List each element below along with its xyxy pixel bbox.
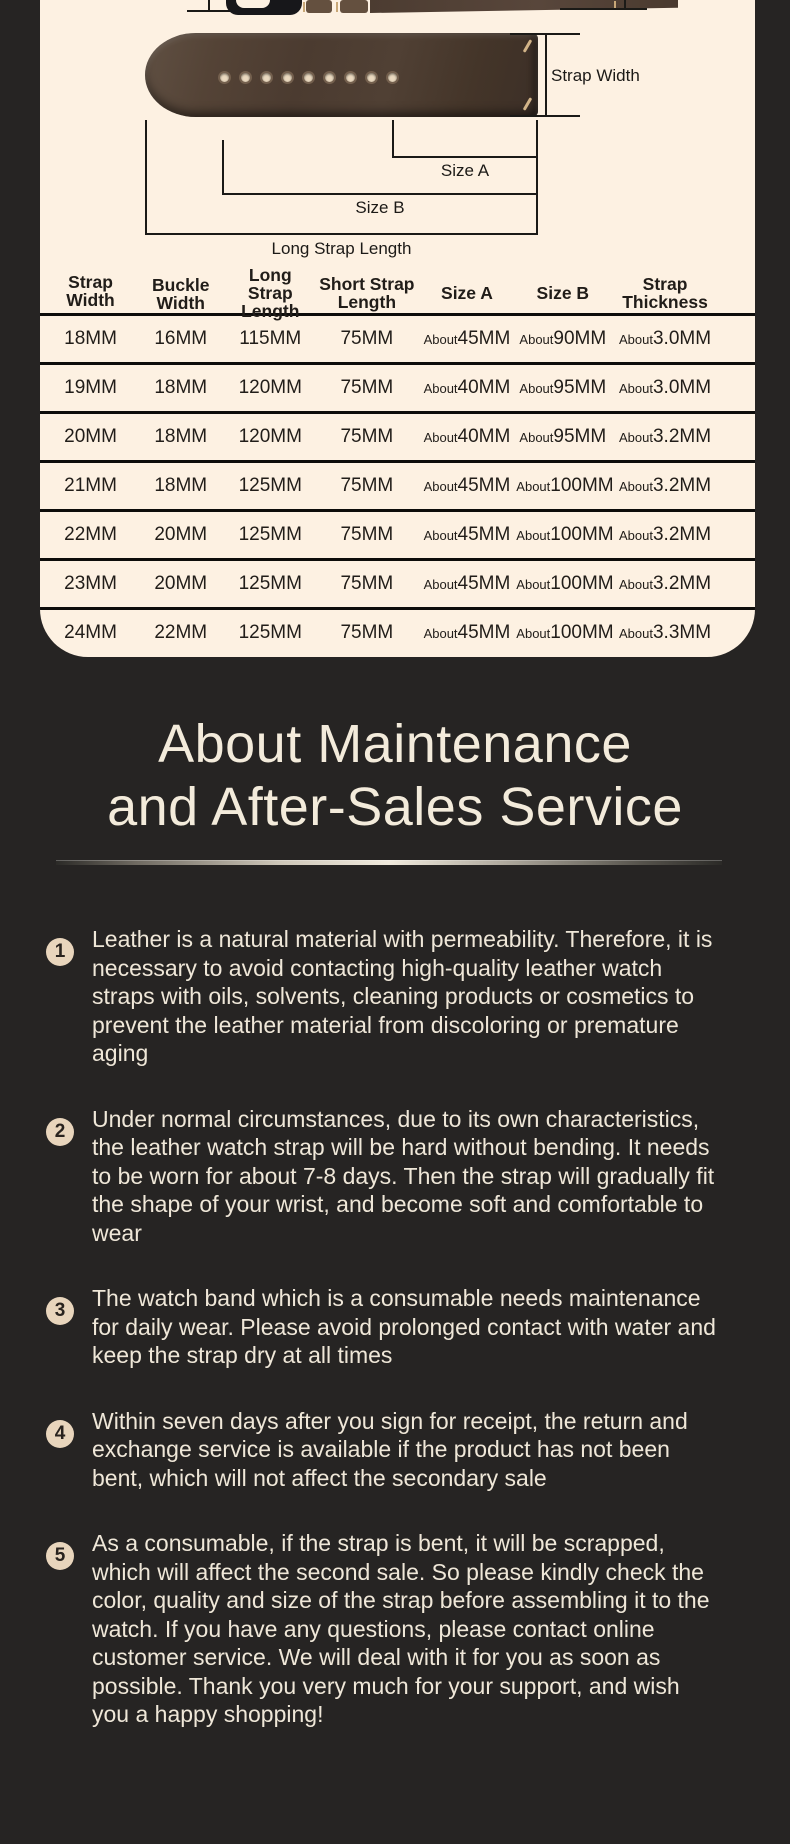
dimension-tick bbox=[222, 140, 224, 193]
stitch-mark bbox=[336, 2, 338, 12]
cell-value: 100MM bbox=[550, 573, 614, 594]
table-cell-approximate bbox=[516, 328, 609, 350]
cell-value: 3.0MM bbox=[652, 377, 712, 398]
item-text: The watch band which is a consumable needs maintenance for daily wear. Please avoid prolonged contact with water and keep the strap dry at all times bbox=[92, 1285, 716, 1368]
about-prefix: About bbox=[516, 479, 551, 494]
dimension-tick bbox=[536, 193, 538, 233]
about-prefix: About bbox=[423, 332, 458, 347]
about-prefix: About bbox=[619, 577, 653, 592]
about-prefix: About bbox=[519, 332, 554, 347]
size-guide-panel bbox=[40, 0, 755, 657]
dimension-tick bbox=[145, 120, 147, 233]
long-strap-image bbox=[145, 33, 538, 117]
dimension-tick bbox=[536, 120, 538, 156]
dimension-line bbox=[545, 33, 547, 117]
table-cell: 125MM bbox=[238, 622, 302, 643]
size-b-diagram-label: Size B bbox=[355, 198, 405, 217]
table-row bbox=[40, 411, 755, 460]
table-cell: 75MM bbox=[340, 377, 394, 398]
size-table-header-cell bbox=[137, 272, 224, 313]
header-label-line: Length bbox=[241, 300, 300, 321]
table-cell: 120MM bbox=[238, 426, 302, 447]
table-row bbox=[40, 460, 755, 509]
item-number-badge: 2 bbox=[46, 1118, 74, 1146]
maintenance-heading bbox=[0, 713, 790, 839]
table-cell: 125MM bbox=[238, 475, 302, 496]
about-prefix: About bbox=[423, 381, 458, 396]
table-cell-approximate bbox=[418, 524, 517, 546]
item-text: As a consumable, if the strap is bent, it will be scrapped, which will affect the second sale. So please kindly check the color, quality and size of the strap before assembling it to the watch. If you have any questions, please contact online customer service. We will deal with it for you as soon as possible. Thank you very much for your support, and wish you a happy shopping! bbox=[92, 1530, 710, 1727]
table-row bbox=[40, 558, 755, 607]
header-label-line: Length bbox=[337, 291, 397, 312]
dimension-line bbox=[145, 233, 538, 235]
stitch-mark bbox=[523, 97, 533, 111]
table-cell: 75MM bbox=[340, 426, 394, 447]
table-cell-approximate bbox=[609, 475, 720, 497]
maintenance-item bbox=[46, 1105, 790, 1248]
header-label-line: Strap bbox=[642, 273, 688, 294]
size-table-header-cell bbox=[609, 272, 720, 313]
maintenance-item bbox=[46, 1284, 790, 1370]
about-prefix: About bbox=[423, 577, 458, 592]
table-cell: 18MM bbox=[64, 328, 117, 349]
cell-value: 3.2MM bbox=[652, 475, 712, 496]
table-cell: 18MM bbox=[154, 426, 208, 447]
dimension-line bbox=[560, 8, 647, 10]
item-number-badge: 5 bbox=[46, 1542, 74, 1570]
cell-value: 45MM bbox=[457, 573, 511, 594]
size-a-diagram-label: Size A bbox=[440, 161, 490, 180]
table-cell-approximate bbox=[418, 377, 517, 399]
cell-value: 3.2MM bbox=[652, 524, 712, 545]
table-cell: 23MM bbox=[64, 573, 117, 594]
dimension-tick bbox=[624, 0, 626, 9]
stitch-mark bbox=[303, 2, 305, 12]
about-prefix: About bbox=[619, 430, 653, 445]
about-prefix: About bbox=[619, 381, 653, 396]
size-table-body bbox=[40, 313, 755, 656]
table-cell: 20MM bbox=[154, 573, 208, 594]
table-cell: 24MM bbox=[64, 622, 117, 643]
about-prefix: About bbox=[423, 528, 458, 543]
about-prefix: About bbox=[516, 626, 551, 641]
about-prefix: About bbox=[423, 626, 458, 641]
table-cell: 75MM bbox=[340, 524, 394, 545]
dimension-tick bbox=[392, 120, 394, 156]
cell-value: 100MM bbox=[550, 475, 614, 496]
cell-value: 45MM bbox=[457, 524, 511, 545]
table-cell: 18MM bbox=[154, 377, 208, 398]
table-cell: 18MM bbox=[154, 475, 208, 496]
dimension-line bbox=[392, 156, 538, 158]
strap-hole bbox=[262, 73, 271, 82]
buckle-opening bbox=[236, 0, 270, 8]
buckle-image bbox=[226, 0, 302, 15]
cell-value: 100MM bbox=[550, 622, 614, 643]
table-cell: 120MM bbox=[238, 377, 302, 398]
about-prefix: About bbox=[619, 528, 653, 543]
table-cell: 125MM bbox=[238, 524, 302, 545]
table-cell: 75MM bbox=[340, 475, 394, 496]
strap-hole bbox=[220, 73, 229, 82]
maintenance-heading-line2: and After-Sales Service bbox=[107, 777, 683, 837]
size-table-header-cell bbox=[418, 272, 517, 313]
about-prefix: About bbox=[519, 430, 554, 445]
about-prefix: About bbox=[516, 528, 551, 543]
table-cell: 16MM bbox=[154, 328, 208, 349]
about-prefix: About bbox=[619, 332, 653, 347]
about-prefix: About bbox=[423, 479, 458, 494]
table-row bbox=[40, 313, 755, 362]
table-cell: 20MM bbox=[64, 426, 117, 447]
strap-hole bbox=[367, 73, 376, 82]
table-cell: 75MM bbox=[340, 328, 394, 349]
stitch-mark bbox=[523, 39, 533, 53]
table-cell-approximate bbox=[418, 622, 517, 644]
maintenance-item bbox=[46, 1407, 790, 1493]
table-cell-approximate bbox=[516, 475, 614, 497]
cell-value: 40MM bbox=[457, 426, 511, 447]
table-cell-approximate bbox=[609, 622, 720, 644]
table-cell-approximate bbox=[609, 524, 720, 546]
about-prefix: About bbox=[519, 381, 554, 396]
cell-value: 45MM bbox=[457, 622, 511, 643]
header-label-line: Strap Width bbox=[66, 272, 115, 310]
strap-keeper-loop bbox=[340, 0, 368, 13]
header-label-line: Long Strap bbox=[247, 264, 293, 303]
dimension-tick bbox=[536, 156, 538, 193]
table-cell-approximate bbox=[609, 328, 720, 350]
table-cell-approximate bbox=[516, 573, 614, 595]
cell-value: 40MM bbox=[457, 377, 511, 398]
dimension-tick bbox=[208, 0, 210, 11]
header-label-line: Buckle Width bbox=[152, 275, 210, 313]
table-cell-approximate bbox=[418, 475, 517, 497]
cell-value: 45MM bbox=[457, 475, 511, 496]
maintenance-item bbox=[46, 925, 790, 1068]
cell-value: 100MM bbox=[550, 524, 614, 545]
cell-value: 45MM bbox=[457, 328, 511, 349]
table-cell: 22MM bbox=[64, 524, 117, 545]
table-row bbox=[40, 509, 755, 558]
cell-value: 3.0MM bbox=[652, 328, 712, 349]
strap-hole bbox=[388, 73, 397, 82]
table-cell: 19MM bbox=[64, 377, 117, 398]
table-cell: 115MM bbox=[239, 328, 302, 349]
table-cell-approximate bbox=[418, 426, 517, 448]
dimension-line bbox=[222, 193, 538, 195]
cell-value: 3.2MM bbox=[652, 426, 712, 447]
table-cell-approximate bbox=[609, 573, 720, 595]
cell-value: 3.2MM bbox=[652, 573, 712, 594]
table-cell-approximate bbox=[516, 524, 614, 546]
table-cell: 125MM bbox=[238, 573, 302, 594]
strap-hole bbox=[304, 73, 313, 82]
size-table-header-cell bbox=[516, 272, 609, 313]
table-cell: 75MM bbox=[340, 622, 394, 643]
item-text: Leather is a natural material with permeability. Therefore, it is necessary to avoid contacting high-quality leather watch straps with oils, solvents, cleaning products or cosmetics to prevent the leather material from discoloring or premature aging bbox=[92, 926, 713, 1066]
table-cell-approximate bbox=[516, 622, 614, 644]
about-prefix: About bbox=[619, 479, 653, 494]
header-label-line: Short Strap bbox=[319, 273, 415, 294]
about-prefix: About bbox=[516, 577, 551, 592]
header-label-line: Size B bbox=[536, 282, 590, 303]
table-cell-approximate bbox=[609, 377, 720, 399]
item-text: Within seven days after you sign for receipt, the return and exchange service is available if the product has not been bent, which will not affect the secondary sale bbox=[92, 1407, 688, 1491]
size-table-header-cell bbox=[316, 272, 418, 313]
cell-value: 95MM bbox=[553, 377, 607, 398]
cell-value: 90MM bbox=[553, 328, 607, 349]
maintenance-item bbox=[46, 1529, 790, 1729]
table-cell-approximate bbox=[609, 426, 720, 448]
size-table-header-row bbox=[40, 264, 755, 321]
header-label-line: Size A bbox=[441, 282, 493, 303]
maintenance-heading-line1: About Maintenance bbox=[158, 714, 632, 774]
size-table bbox=[40, 264, 755, 656]
table-cell-approximate bbox=[516, 377, 609, 399]
cell-value: 3.3MM bbox=[652, 622, 712, 643]
size-table-header-cell bbox=[224, 264, 316, 321]
table-cell: 75MM bbox=[340, 573, 394, 594]
strap-width-diagram-label: Strap Width bbox=[551, 66, 640, 85]
strap-keeper-loop bbox=[306, 0, 332, 13]
about-prefix: About bbox=[423, 430, 458, 445]
table-row bbox=[40, 362, 755, 411]
table-cell-approximate bbox=[516, 426, 609, 448]
header-label-line: Thickness bbox=[622, 291, 708, 312]
strap-hole bbox=[346, 73, 355, 82]
long-strap-length-diagram-label: Long Strap Length bbox=[271, 239, 412, 258]
table-cell: 20MM bbox=[154, 524, 208, 545]
size-table-header-cell bbox=[44, 272, 137, 313]
strap-hole bbox=[325, 73, 334, 82]
about-prefix: About bbox=[619, 626, 653, 641]
item-number-badge: 3 bbox=[46, 1297, 74, 1325]
short-strap-partial-image bbox=[370, 0, 678, 13]
maintenance-list bbox=[46, 925, 790, 1729]
table-cell-approximate bbox=[418, 328, 517, 350]
strap-hole bbox=[283, 73, 292, 82]
heading-divider bbox=[56, 860, 722, 865]
table-cell-approximate bbox=[418, 573, 517, 595]
item-text: Under normal circumstances, due to its own characteristics, the leather watch strap will be hard without bending. It needs to be worn for about 7-8 days. Then the strap will gradually fit the shape of your wrist, and become soft and comfortable to wear bbox=[92, 1105, 715, 1246]
table-row bbox=[40, 607, 755, 656]
strap-hole bbox=[241, 73, 250, 82]
table-cell: 21MM bbox=[64, 475, 117, 496]
table-cell: 22MM bbox=[154, 622, 208, 643]
item-number-badge: 1 bbox=[46, 938, 74, 966]
cell-value: 95MM bbox=[553, 426, 607, 447]
item-number-badge: 4 bbox=[46, 1420, 74, 1448]
